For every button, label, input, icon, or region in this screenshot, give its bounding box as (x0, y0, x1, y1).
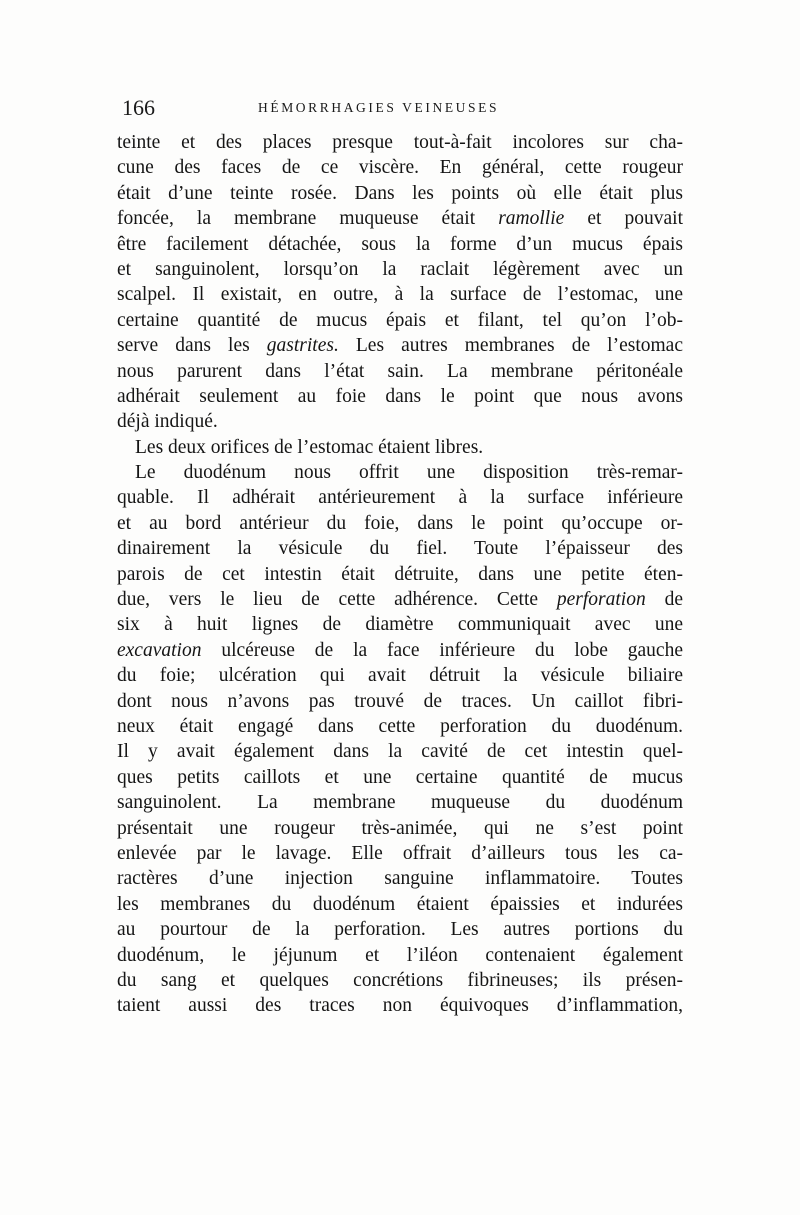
text-segment: de (645, 589, 683, 611)
page-number: 166 (122, 95, 155, 120)
italic-term: excavation (117, 639, 202, 661)
text-line: et au bord antérieur du foie, dans le point qu’occupe or- (117, 512, 683, 534)
text-line: neux était engagé dans cette perforation du duodénum. (117, 715, 683, 737)
text-line: quable. Il adhérait antérieurement à la surface inférieure (117, 487, 683, 509)
text-line: au pourtour de la perforation. Les autres portions du (117, 919, 683, 941)
text-line: sanguinolent. La membrane muqueuse du duodénum (117, 792, 683, 814)
text-line: dinairement la vésicule du fiel. Toute l’épaisseur des (117, 538, 683, 560)
text-line (117, 587, 683, 612)
text-line (117, 638, 683, 663)
text-line: certaine quantité de mucus épais et filant, tel qu’on l’ob- (117, 309, 683, 331)
text-line: adhérait seulement au foie dans le point que nous avons (117, 385, 683, 407)
text-line: présentait une rougeur très-animée, qui ne s’est point (117, 817, 683, 839)
text-segment: due, vers le lieu de cette adhérence. Cette (117, 589, 557, 611)
text-line: déjà indiqué. (117, 411, 218, 433)
text-line: Le duodénum nous offrit une disposition très-remar- (135, 462, 683, 484)
text-line: du foie; ulcération qui avait détruit la vésicule biliaire (117, 665, 683, 687)
text-line: teinte et des places presque tout-à-fait incolores sur cha- (117, 132, 683, 153)
text-line: du sang et quelques concrétions fibrineuses; ils présen- (117, 969, 683, 991)
text-segment: et pouvait (564, 208, 683, 230)
text-line: les membranes du duodénum étaient épaissies et indurées (117, 893, 683, 915)
text-line: Il y avait également dans la cavité de cet intestin quel- (117, 741, 683, 763)
text-line: six à huit lignes de diamètre communiquait avec une (117, 614, 683, 636)
text-line: nous parurent dans l’état sain. La membrane péritonéale (117, 360, 683, 382)
text-segment: Les autres membranes de l’estomac (338, 335, 683, 357)
italic-term: gastrites. (266, 335, 339, 357)
text-line: taient aussi des traces non équivoques d’inflammation, (117, 995, 683, 1017)
body-text (117, 130, 683, 1019)
text-line: parois de cet intestin était détruite, dans une petite éten- (117, 563, 683, 585)
text-line: était d’une teinte rosée. Dans les points où elle était plus (117, 182, 683, 204)
text-line: ractères d’une injection sanguine inflammatoire. Toutes (117, 868, 683, 890)
text-segment: serve dans les (117, 335, 267, 357)
text-line (117, 333, 683, 358)
text-line: enlevée par le lavage. Elle offrait d’ailleurs tous les ca- (117, 842, 683, 864)
text-line: ques petits caillots et une certaine quantité de mucus (117, 766, 683, 788)
text-line: Les deux orifices de l’estomac étaient libres. (135, 436, 484, 458)
italic-term: perforation (556, 589, 646, 611)
running-title: HÉMORRHAGIES VEINEUSES (258, 100, 500, 115)
running-head (122, 94, 684, 122)
text-line: cune des faces de ce viscère. En général, cette rougeur (117, 157, 683, 179)
text-line: et sanguinolent, lorsqu’on la raclait légèrement avec un (117, 258, 683, 280)
italic-term: ramollie (498, 208, 565, 230)
text-line: être facilement détachée, sous la forme d’un mucus épais (117, 233, 683, 255)
text-line: dont nous n’avons pas trouvé de traces. Un caillot fibri- (117, 690, 683, 712)
text-segment: foncée, la membrane muqueuse était (117, 208, 499, 230)
text-line: scalpel. Il existait, en outre, à la surface de l’estomac, une (117, 284, 683, 306)
text-line: duodénum, le jéjunum et l’iléon contenaient également (117, 944, 683, 966)
text-segment: ulcéreuse de la face inférieure du lobe gauche (201, 639, 683, 661)
text-line (117, 206, 683, 231)
